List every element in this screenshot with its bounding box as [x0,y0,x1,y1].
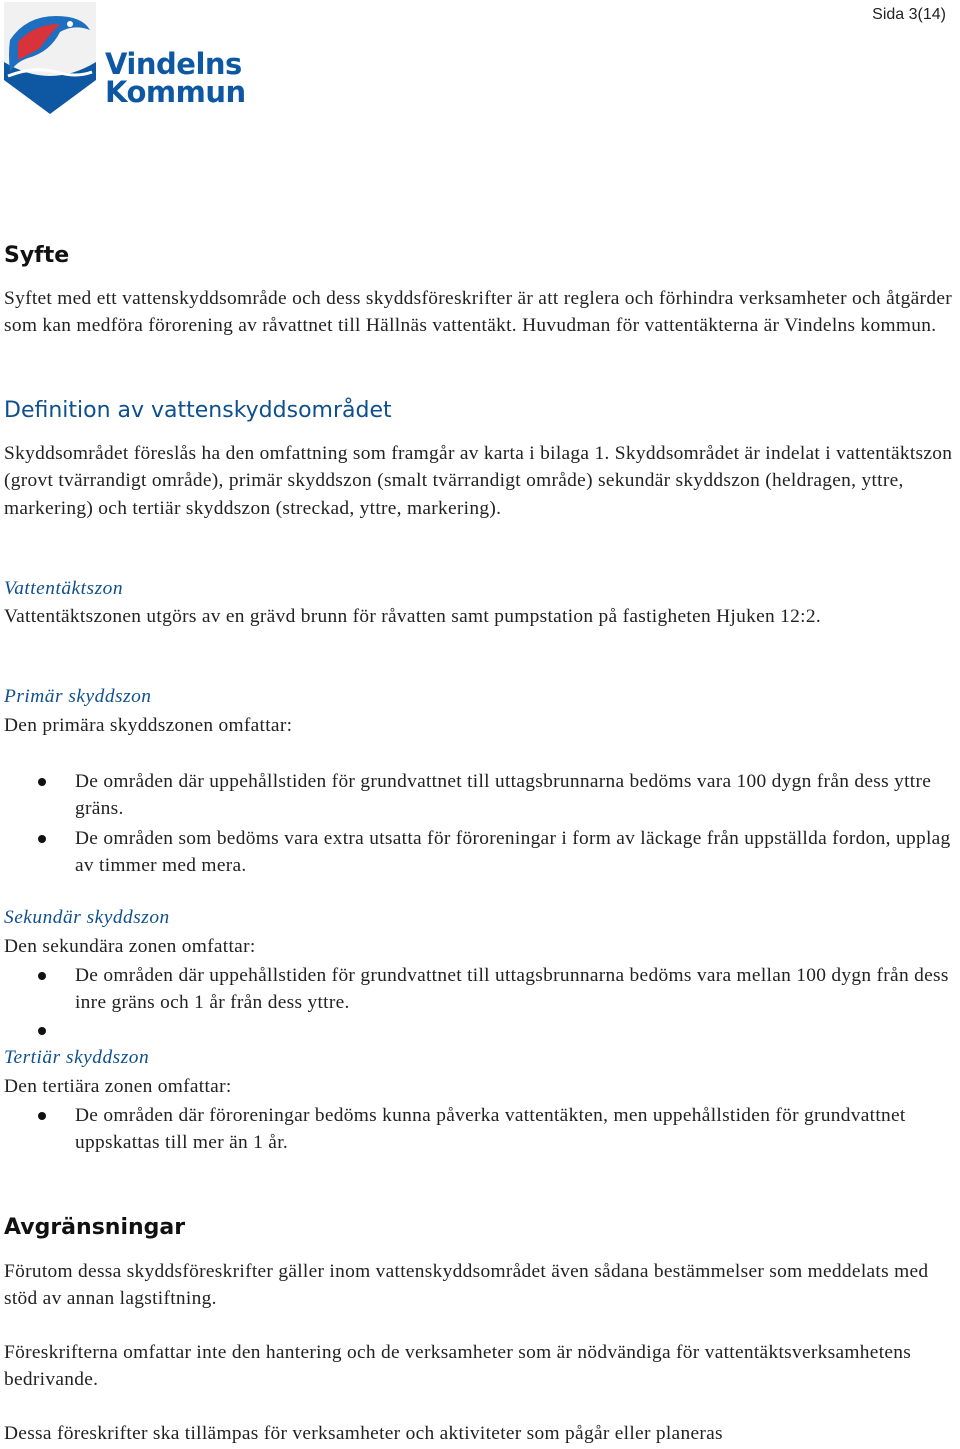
bullet-icon [38,1027,46,1035]
page-number: Sida 3(14) [872,6,946,23]
paragraph-sekundar-intro: Den sekundära zonen omfattar: [4,936,256,957]
fish-icon [4,2,96,114]
paragraph-avgransningar-2: Föreskrifterna omfattar inte den hantering och de verksamheter som är nödvändiga för vattentäktsverksamhetens bedrivande. [4,1342,912,1391]
list-item-text: De områden där uppehållstiden för grundvattnet till uttagsbrunnarna bedöms vara 100 dygn från dess yttre gräns. [75,771,932,820]
subheading-sekundar-skyddszon: Sekundär skyddszon [4,907,170,928]
subheading-tertiar-skyddszon: Tertiär skyddszon [4,1047,150,1068]
paragraph-syfte: Syftet med ett vattenskyddsområde och dess skyddsföreskrifter är att reglera och förhindra verksamheter och åtgärder som kan medföra förorening av råvattnet till Hällnäs vattentäkt. Huvudman för vattentäkterna är Vindelns kommun. [4,288,952,337]
heading-avgransningar: Avgränsningar [4,1215,186,1240]
logo-text-line2: Kommun [105,75,246,109]
paragraph-vattentaktszon: Vattentäktszonen utgörs av en grävd brunn för råvatten samt pumpstation på fastigheten Hjuken 12:2. [4,606,821,627]
logo-text-line1: Vindelns [105,47,242,81]
bullet-icon [38,1112,46,1120]
heading-syfte: Syfte [4,243,70,268]
paragraph-avgransningar-3: Dessa föreskrifter ska tillämpas för verksamheter och aktiviteter som pågår eller planeras [4,1423,723,1444]
bullet-icon [38,778,46,786]
bullet-icon [38,835,46,843]
subheading-vattentaktszon: Vattentäktszon [4,578,124,599]
paragraph-definition: Skyddsområdet föreslås ha den omfattning som framgår av karta i bilaga 1. Skyddsområdet är indelat i vattentäktszon (grovt tvärrandigt område), primär skyddszon (smalt tvärrandigt område) sekundär skyddszon (heldragen, yttre, markering) och tertiär skyddszon (streckad, yttre, markering). [4,443,953,519]
bullet-icon [38,972,46,980]
paragraph-avgransningar-1: Förutom dessa skyddsföreskrifter gäller inom vattenskyddsområdet även sådana bestämmelser som meddelats med stöd av annan lagstiftning. [4,1261,929,1310]
vindelns-kommun-logo [4,2,244,117]
paragraph-tertiar-intro: Den tertiära zonen omfattar: [4,1076,232,1097]
list-item-text: De områden där föroreningar bedöms kunna påverka vattentäkten, men uppehållstiden för grundvattnet uppskattas till mer än 1 år. [75,1105,906,1154]
list-item-text: De områden där uppehållstiden för grundvattnet till uttagsbrunnarna bedöms vara mellan 100 dygn från dess inre gräns och 1 år från dess yttre. [75,965,949,1014]
paragraph-primar-intro: Den primära skyddszonen omfattar: [4,715,293,736]
heading-definition: Definition av vattenskyddsområdet [4,398,392,423]
list-item-text: De områden som bedöms vara extra utsatta för föroreningar i form av läckage från uppställda fordon, upplag av timmer med mera. [75,828,951,877]
subheading-primar-skyddszon: Primär skyddszon [4,686,152,707]
